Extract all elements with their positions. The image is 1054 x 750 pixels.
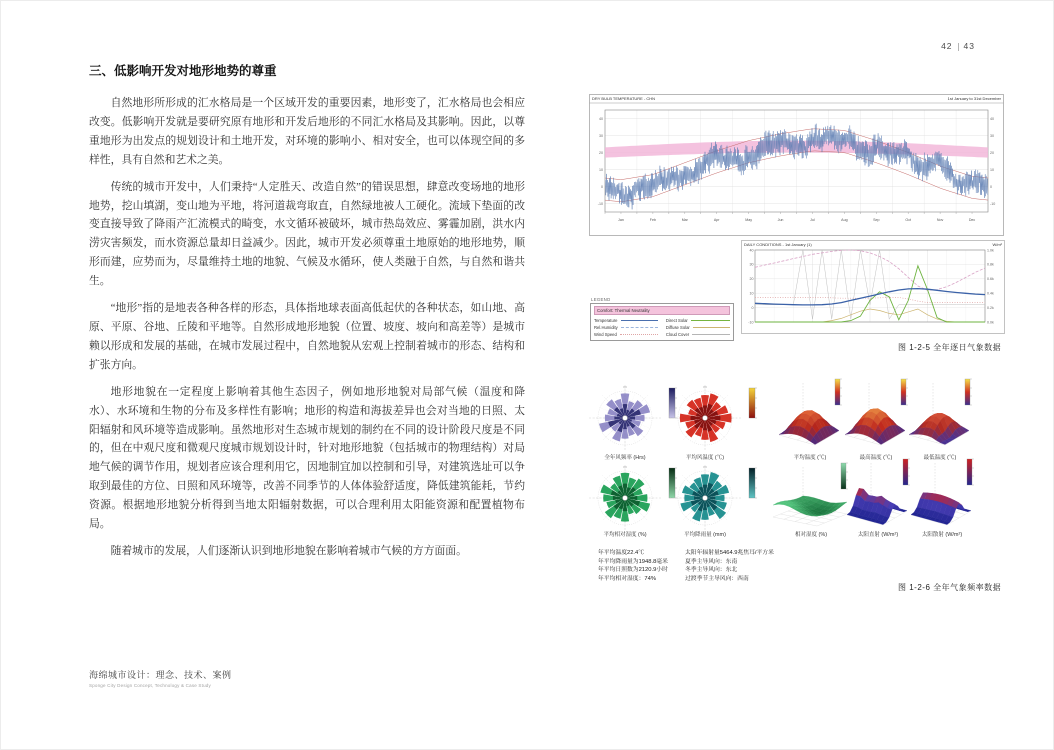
legend-line-sample (620, 334, 658, 335)
legend-item-direct-solar: Direct Solar (666, 317, 730, 324)
climate-stats-left (598, 549, 693, 583)
humidity-surface-chart (771, 461, 851, 531)
section-heading: 三、低影响开发对地形地势的尊重 (89, 64, 277, 78)
page-number-divider (958, 43, 959, 51)
paragraph-1: 自然地形所形成的汇水格局是一个区域开发的重要因素，地形变了，汇水格局也会相应改变。低影响开发就是要研究原有地形和开发后地形的不同汇水格局及其影响。因此，以尊重地形为出发点的规划设计和土地开发，对环境的影响小、相对安全，也可以体现空间的多样性，具有自然和艺术之美。 (89, 97, 525, 166)
svg-text:30: 30 (749, 262, 754, 267)
stat-line: 年平均相对湿度：74% (598, 575, 656, 582)
surface-label-humidity: 相对湿度 (%) (794, 532, 828, 538)
svg-text:DAILY CONDITIONS - 1st January: DAILY CONDITIONS - 1st January (1) (744, 242, 812, 247)
surface-label-diffuse-solar: 太阳散射 (W/m²) (921, 532, 963, 538)
legend-line-sample (621, 320, 658, 321)
paragraph-3: “地形”指的是地表各种各样的形态，具体指地球表面高低起伏的各种状态，如山地、高原、平原、谷地、丘陵和平地等。自然形成地形地貌（位置、坡度、坡向和高差等）是城市赖以形成和发展的基础，在城市发展过程中，自然地貌从宏观上控制着城市的形态、结构和扩张方向。 (89, 302, 525, 371)
avg-temperature-surface-chart (777, 377, 843, 451)
stat-line: 冬季主导风向：东北 (685, 567, 738, 574)
svg-text:0: 0 (990, 184, 992, 189)
svg-text:10: 10 (749, 291, 754, 296)
min-temperature-surface-chart (907, 377, 973, 451)
climate-stats-right (685, 549, 810, 583)
svg-text:40: 40 (749, 248, 754, 253)
surface-label-max-temp: 最高温度 (℃) (859, 455, 893, 461)
svg-text:-10: -10 (597, 201, 603, 206)
svg-text:0.8k: 0.8k (987, 262, 994, 267)
rose-label-wind-temperature: 平均风温度 (℃) (685, 455, 725, 461)
book-footer (89, 668, 232, 688)
svg-text:30: 30 (990, 133, 994, 138)
legend-comfort-band: Comfort: Thermal Neutrality (594, 306, 730, 315)
diffuse-solar-surface-chart (909, 457, 975, 531)
svg-text:0.6k: 0.6k (987, 277, 994, 282)
surface-label-min-temp: 最低温度 (℃) (923, 455, 957, 461)
rose-label-wind-frequency: 全年风频率 (Hrs) (604, 455, 646, 461)
svg-text:1st January to 31st December: 1st January to 31st December (947, 96, 1001, 102)
chart-legend (590, 297, 734, 341)
page-number-left: 42 (941, 41, 953, 51)
legend-title: LEGEND (591, 297, 611, 302)
svg-text:20: 20 (599, 150, 603, 155)
legend-items (594, 317, 730, 338)
paragraph-5: 随着城市的发展，人们逐渐认识到地形地貌在影响着城市气候的方方面面。 (110, 544, 467, 557)
daily-conditions-chart (741, 240, 1005, 334)
stat-line: 过渡季节主导风向：西南 (685, 575, 749, 582)
svg-text:0.0k: 0.0k (987, 320, 994, 325)
svg-text:10: 10 (599, 167, 603, 172)
figure-caption-1-2-5: 图 1-2-5 全年逐日气象数据 (898, 343, 1002, 352)
svg-text:40: 40 (599, 116, 603, 121)
surface-label-direct-solar: 太阳直射 (W/m²) (857, 532, 899, 538)
svg-text:W/m²: W/m² (992, 242, 1002, 247)
svg-text:Apr: Apr (713, 218, 720, 222)
svg-text:0.4k: 0.4k (987, 291, 994, 296)
legend-item-diffuse-solar: Diffuse Solar (666, 324, 730, 331)
svg-text:0: 0 (601, 184, 603, 189)
svg-text:20: 20 (749, 277, 754, 282)
book-title: 海绵城市设计：理念、技术、案例 (89, 670, 232, 680)
svg-text:Jul: Jul (810, 218, 815, 222)
rose-label-rainfall: 平均降雨量 (mm) (684, 532, 726, 538)
svg-text:1.0k: 1.0k (987, 248, 994, 253)
legend-line-sample (692, 334, 730, 335)
book-subtitle: Sponge City Design Concept, Technology & Case Study (89, 683, 211, 688)
paragraph-2: 传统的城市开发中，人们秉持“人定胜天、改造自然”的错误思想，肆意改变场地的地形地势，挖山填湖，变山地为平地，将河道裁弯取直，自然绿地被人工硬化。流域下垫面的改变直接导致了降雨产汇流模式的畸变，水文循环被破坏，城市热岛效应、雾霾加剧，洪水内涝灾害频发，而水资源总量却日益减少。因此，城市开发必须尊重土地原始的地形地势，顺形而建，应势而为，尽量维持土地的地貌、气候及水循环，使人类融于自然，与自然和谐共生。 (89, 180, 525, 288)
svg-text:Aug: Aug (841, 218, 848, 222)
surface-label-avg-temp: 平均温度 (℃) (793, 455, 827, 461)
max-temperature-surface-chart (843, 377, 909, 451)
paragraph-4: 地形地貌在一定程度上影响着其他生态因子，例如地形地貌对局部气候（温度和降水）、水环境和生物的分布及多样性有影响；地形的构造和海拔差异也会对当地的日照、太阳辐射和风环境等造成影响。虽然地形对生态城市规划的制约在不同的设计阶段尺度是不同的，但在中观尺度和微观尺度城市规划设计时，针对地形地貌（包括城市的物理结构）对局地气候的调节作用，规划者应该合理利用它，因地制宜加以控制和引导，对建筑选址可以争取到最佳的方位、日照和风环境等，改善不同季节的人体体验舒适度，降低建筑能耗，节约资源。根据地形地貌分析得到当地太阳辐射数据，可以合理利用太阳能资源和配置植物布局。 (89, 385, 525, 531)
svg-text:Dec: Dec (968, 218, 976, 222)
rainfall-rose-chart (665, 464, 763, 534)
stat-line: 夏季主导风向：东南 (685, 558, 738, 565)
stat-line: 年平均温度22.4℃ (598, 550, 645, 556)
page-numbers (941, 41, 975, 51)
legend-line-sample (621, 327, 658, 328)
legend-frame (590, 303, 734, 341)
legend-line-sample (691, 320, 730, 321)
legend-item-cloud-cover: Cloud Cover (666, 331, 730, 338)
figure-caption-1-2-6: 图 1-2-6 全年气象频率数据 (898, 583, 1002, 592)
svg-text:0.2k: 0.2k (987, 305, 994, 310)
svg-text:10: 10 (990, 167, 994, 172)
svg-text:Mar: Mar (681, 218, 688, 222)
svg-text:Oct: Oct (905, 218, 912, 222)
page-number-right: 43 (963, 41, 975, 51)
stat-line: 年平均日照数为2120.9小时 (598, 567, 668, 574)
direct-solar-surface-chart (845, 457, 911, 531)
stat-line: 太阳年辐射量5464.9兆焦耳/平方米 (685, 550, 774, 556)
annual-temperature-chart (589, 94, 1004, 236)
stat-line: 年平均降雨量为1948.8毫米 (598, 558, 668, 565)
wind-temperature-rose-chart (665, 384, 763, 454)
legend-item-rel-humidity: Rel.Humidity (594, 324, 658, 331)
svg-text:20: 20 (990, 150, 994, 155)
svg-text:-10: -10 (748, 320, 754, 325)
rose-label-humidity: 平均相对湿度 (%) (603, 532, 647, 538)
legend-line-sample (693, 327, 730, 328)
svg-text:Sep: Sep (873, 218, 880, 222)
svg-text:30: 30 (599, 133, 603, 138)
legend-item-temperature: Temperature (594, 317, 658, 324)
svg-text:Jan: Jan (618, 218, 624, 222)
svg-text:Jun: Jun (777, 218, 784, 222)
article-column (89, 61, 525, 569)
svg-text:0: 0 (751, 305, 754, 310)
svg-text:-10: -10 (990, 201, 996, 206)
svg-text:40: 40 (990, 116, 994, 121)
legend-item-wind-speed: Wind Speed (594, 331, 658, 338)
svg-text:Feb: Feb (649, 218, 656, 222)
svg-text:DRY BULB TEMPERATURE - CHN: DRY BULB TEMPERATURE - CHN (592, 96, 656, 102)
svg-text:May: May (745, 218, 753, 222)
svg-text:Nov: Nov (936, 218, 944, 222)
